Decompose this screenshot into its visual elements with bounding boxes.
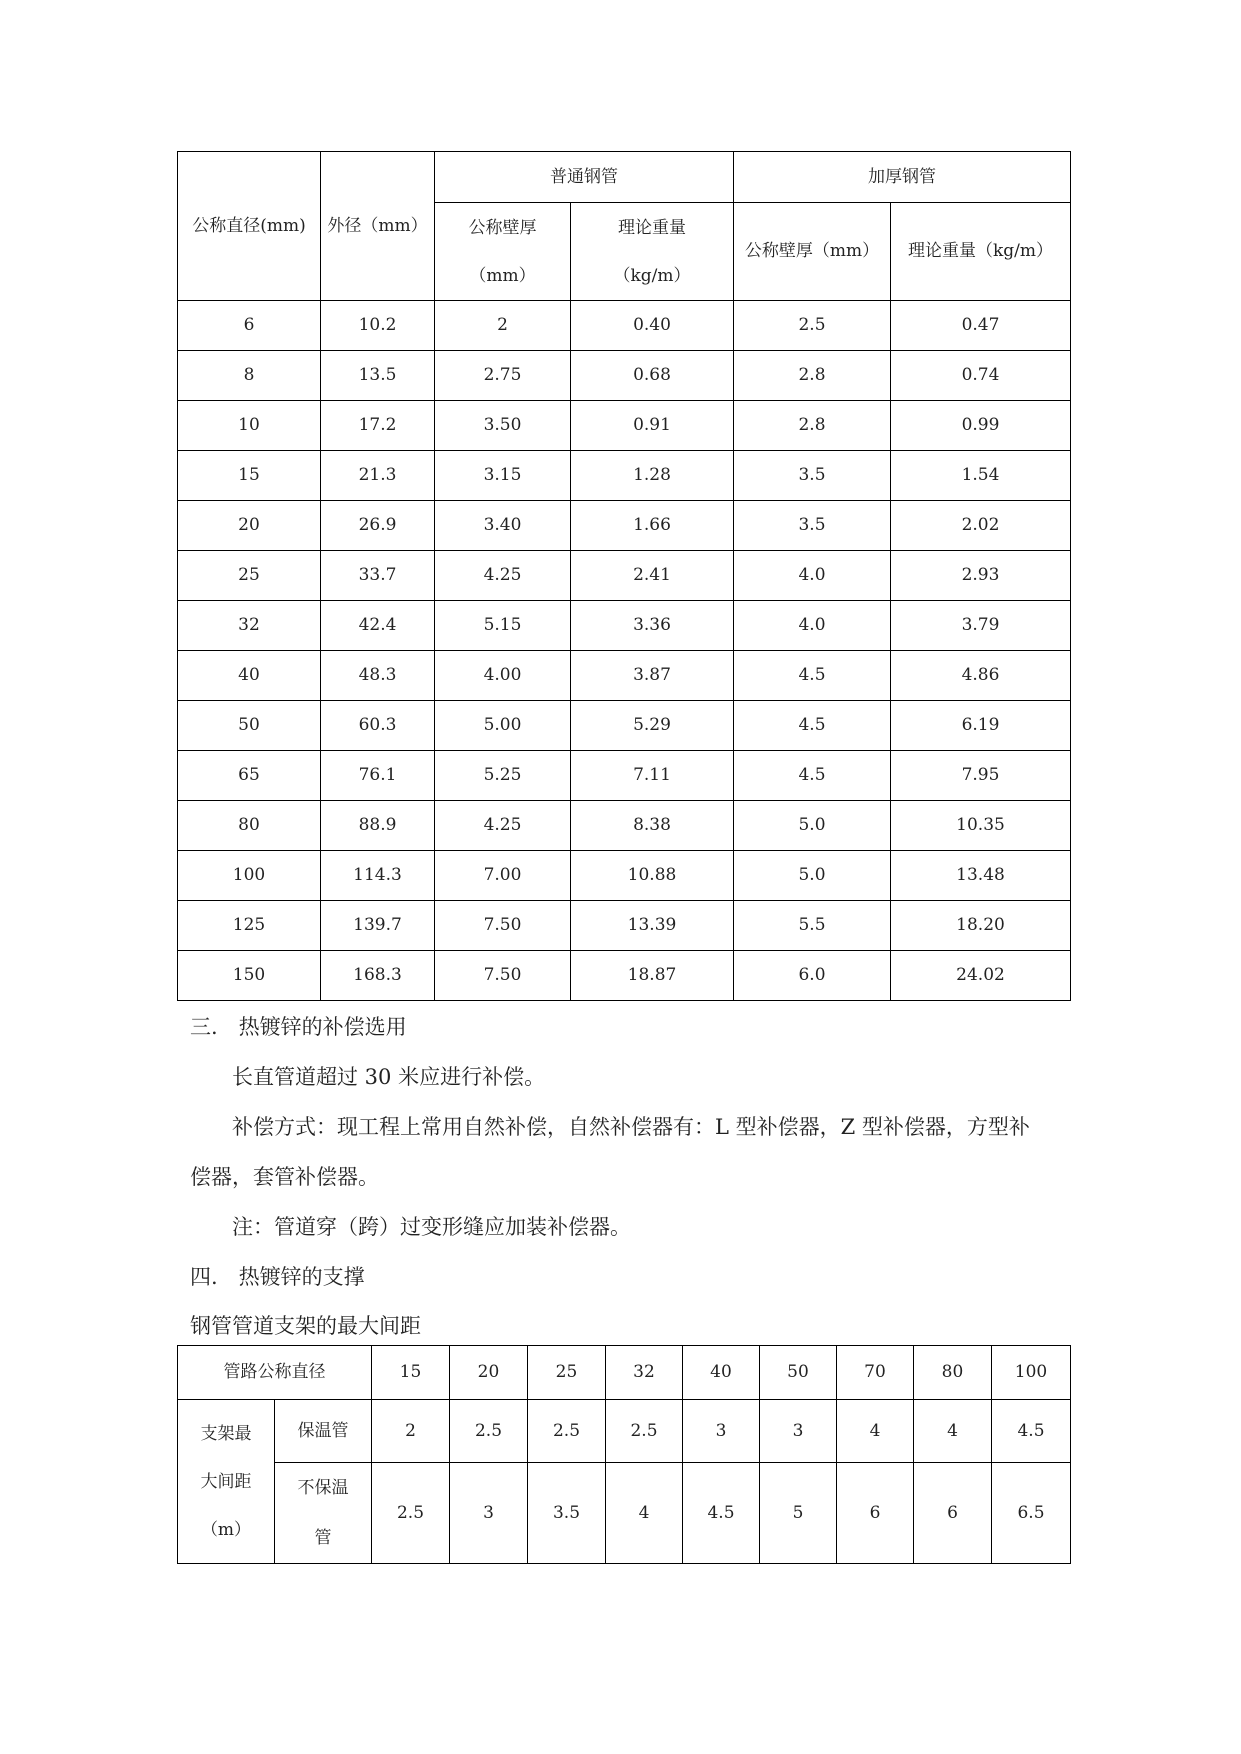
insulated-value-cell: 3 — [683, 1400, 760, 1463]
uninsulated-value-cell: 6.5 — [992, 1463, 1071, 1564]
cell-thick-wall: 4.5 — [734, 651, 891, 701]
cell-std-weight: 8.38 — [571, 801, 734, 851]
cell-std-wall: 3.40 — [435, 501, 571, 551]
uninsulated-value-cell: 6 — [837, 1463, 914, 1564]
cell-outer: 42.4 — [321, 601, 435, 651]
support-header-label: 管路公称直径 — [178, 1346, 372, 1400]
cell-std-weight: 3.87 — [571, 651, 734, 701]
support-group-line1: 支架最 — [200, 1423, 252, 1444]
cell-thick-weight: 0.99 — [891, 401, 1071, 451]
support-diameter-cell: 15 — [372, 1346, 450, 1400]
section3-para2-line1: 补偿方式：现工程上常用自然补偿，自然补偿器有：L 型补偿器，Z 型补偿器，方型补 — [232, 1115, 1030, 1139]
cell-thick-wall: 2.5 — [734, 301, 891, 351]
uninsulated-value-cell: 4.5 — [683, 1463, 760, 1564]
cell-std-wall: 5.15 — [435, 601, 571, 651]
cell-outer: 168.3 — [321, 951, 435, 1001]
cell-std-weight: 10.88 — [571, 851, 734, 901]
cell-outer: 114.3 — [321, 851, 435, 901]
cell-nominal: 80 — [178, 801, 321, 851]
cell-nominal: 125 — [178, 901, 321, 951]
cell-nominal: 40 — [178, 651, 321, 701]
header-std-wall — [435, 203, 571, 301]
cell-std-wall: 7.50 — [435, 901, 571, 951]
cell-outer: 26.9 — [321, 501, 435, 551]
cell-std-wall: 2 — [435, 301, 571, 351]
table-row — [178, 301, 1071, 351]
cell-thick-weight: 0.74 — [891, 351, 1071, 401]
table-row — [178, 951, 1071, 1001]
support-uninsulated-row — [178, 1463, 1071, 1564]
support-insulated-row — [178, 1400, 1071, 1463]
insulated-value-cell: 4.5 — [992, 1400, 1071, 1463]
cell-thick-weight: 13.48 — [891, 851, 1071, 901]
cell-std-wall: 3.50 — [435, 401, 571, 451]
table-row — [178, 351, 1071, 401]
cell-std-wall: 3.15 — [435, 451, 571, 501]
insulated-value-cell: 2 — [372, 1400, 450, 1463]
table-row — [178, 451, 1071, 501]
cell-thick-wall: 2.8 — [734, 401, 891, 451]
cell-thick-weight: 3.79 — [891, 601, 1071, 651]
cell-std-weight: 1.66 — [571, 501, 734, 551]
section4-heading: 四. 热镀锌的支撑 — [190, 1265, 365, 1289]
cell-std-wall: 7.50 — [435, 951, 571, 1001]
header-std-weight — [571, 203, 734, 301]
cell-outer: 88.9 — [321, 801, 435, 851]
cell-nominal: 25 — [178, 551, 321, 601]
cell-std-wall: 2.75 — [435, 351, 571, 401]
cell-thick-weight: 6.19 — [891, 701, 1071, 751]
support-diameter-cell: 20 — [450, 1346, 528, 1400]
cell-thick-weight: 24.02 — [891, 951, 1071, 1001]
cell-nominal: 32 — [178, 601, 321, 651]
cell-outer: 17.2 — [321, 401, 435, 451]
section3-heading: 三. 热镀锌的补偿选用 — [190, 1015, 407, 1039]
section3-para1: 长直管道超过 30 米应进行补偿。 — [232, 1065, 546, 1089]
cell-std-wall: 5.25 — [435, 751, 571, 801]
insulated-label: 保温管 — [275, 1400, 372, 1463]
support-diameter-cell: 32 — [606, 1346, 683, 1400]
header-outer-diameter: 外径（mm） — [321, 152, 435, 301]
support-diameter-cell: 25 — [528, 1346, 606, 1400]
cell-thick-wall: 4.0 — [734, 601, 891, 651]
header-std-wall-line2: （mm） — [469, 265, 536, 286]
header-thick-weight: 理论重量（kg/m） — [891, 203, 1071, 301]
cell-std-wall: 7.00 — [435, 851, 571, 901]
support-diameter-cell: 50 — [760, 1346, 837, 1400]
insulated-value-cell: 2.5 — [450, 1400, 528, 1463]
table-row — [178, 901, 1071, 951]
cell-nominal: 100 — [178, 851, 321, 901]
header-standard-pipe: 普通钢管 — [435, 152, 734, 203]
support-diameter-cell: 40 — [683, 1346, 760, 1400]
uninsulated-value-cell: 3.5 — [528, 1463, 606, 1564]
cell-thick-weight: 18.20 — [891, 901, 1071, 951]
uninsulated-value-cell: 4 — [606, 1463, 683, 1564]
cell-thick-wall: 5.0 — [734, 801, 891, 851]
table-row — [178, 851, 1071, 901]
table-row — [178, 701, 1071, 751]
insulated-value-cell: 3 — [760, 1400, 837, 1463]
table-row — [178, 551, 1071, 601]
cell-nominal: 50 — [178, 701, 321, 751]
cell-thick-wall: 4.5 — [734, 701, 891, 751]
uninsulated-value-cell: 3 — [450, 1463, 528, 1564]
cell-outer: 139.7 — [321, 901, 435, 951]
header-nominal-diameter: 公称直径(mm) — [178, 152, 321, 301]
cell-thick-weight: 4.86 — [891, 651, 1071, 701]
cell-outer: 60.3 — [321, 701, 435, 751]
support-diameter-cell: 70 — [837, 1346, 914, 1400]
cell-thick-weight: 2.93 — [891, 551, 1071, 601]
table-row — [178, 651, 1071, 701]
table-row — [178, 801, 1071, 851]
cell-std-wall: 4.25 — [435, 551, 571, 601]
pipe-table-header-row — [178, 152, 1071, 203]
cell-thick-weight: 2.02 — [891, 501, 1071, 551]
section3-para2-line2: 偿器，套管补偿器。 — [190, 1165, 379, 1189]
cell-thick-wall: 6.0 — [734, 951, 891, 1001]
pipe-table-body — [178, 301, 1071, 1001]
cell-outer: 10.2 — [321, 301, 435, 351]
header-thick-wall: 公称壁厚（mm） — [734, 203, 891, 301]
cell-thick-wall: 5.5 — [734, 901, 891, 951]
uninsulated-value-cell: 5 — [760, 1463, 837, 1564]
table-row — [178, 601, 1071, 651]
support-table-title: 钢管管道支架的最大间距 — [190, 1314, 421, 1338]
cell-std-weight: 0.68 — [571, 351, 734, 401]
cell-std-weight: 18.87 — [571, 951, 734, 1001]
uninsulated-label-line2: 管 — [314, 1528, 332, 1548]
insulated-value-cell: 2.5 — [528, 1400, 606, 1463]
header-std-weight-line1: 理论重量 — [618, 217, 686, 238]
cell-std-weight: 2.41 — [571, 551, 734, 601]
uninsulated-value-cell: 6 — [914, 1463, 992, 1564]
cell-std-weight: 0.40 — [571, 301, 734, 351]
uninsulated-value-cell: 2.5 — [372, 1463, 450, 1564]
support-group-label — [178, 1400, 275, 1564]
support-group-line2: 大间距 — [200, 1471, 252, 1492]
cell-thick-wall: 5.0 — [734, 851, 891, 901]
header-std-wall-line1: 公称壁厚 — [468, 217, 537, 238]
cell-nominal: 20 — [178, 501, 321, 551]
cell-nominal: 150 — [178, 951, 321, 1001]
cell-std-weight: 5.29 — [571, 701, 734, 751]
cell-outer: 33.7 — [321, 551, 435, 601]
cell-std-weight: 7.11 — [571, 751, 734, 801]
cell-thick-weight: 7.95 — [891, 751, 1071, 801]
cell-outer: 21.3 — [321, 451, 435, 501]
header-thick-pipe: 加厚钢管 — [734, 152, 1071, 203]
insulated-value-cell: 2.5 — [606, 1400, 683, 1463]
cell-std-wall: 5.00 — [435, 701, 571, 751]
cell-nominal: 10 — [178, 401, 321, 451]
cell-outer: 48.3 — [321, 651, 435, 701]
cell-thick-wall: 4.0 — [734, 551, 891, 601]
cell-std-weight: 3.36 — [571, 601, 734, 651]
cell-thick-wall: 3.5 — [734, 451, 891, 501]
cell-thick-weight: 1.54 — [891, 451, 1071, 501]
cell-outer: 13.5 — [321, 351, 435, 401]
cell-thick-weight: 10.35 — [891, 801, 1071, 851]
cell-nominal: 6 — [178, 301, 321, 351]
table-row — [178, 401, 1071, 451]
cell-nominal: 8 — [178, 351, 321, 401]
uninsulated-label — [275, 1463, 372, 1564]
support-diameter-cell: 100 — [992, 1346, 1071, 1400]
header-std-weight-line2: （kg/m） — [613, 265, 691, 286]
cell-std-wall: 4.25 — [435, 801, 571, 851]
table-row — [178, 751, 1071, 801]
cell-thick-wall: 2.8 — [734, 351, 891, 401]
insulated-value-cell: 4 — [837, 1400, 914, 1463]
cell-std-weight: 1.28 — [571, 451, 734, 501]
cell-thick-wall: 3.5 — [734, 501, 891, 551]
support-diameter-cell: 80 — [914, 1346, 992, 1400]
uninsulated-label-line1: 不保温 — [297, 1478, 349, 1498]
cell-nominal: 65 — [178, 751, 321, 801]
cell-std-weight: 0.91 — [571, 401, 734, 451]
section3-note: 注：管道穿（跨）过变形缝应加装补偿器。 — [232, 1215, 631, 1239]
table-row — [178, 501, 1071, 551]
cell-std-weight: 13.39 — [571, 901, 734, 951]
pipe-spec-table — [177, 151, 1071, 1001]
cell-thick-weight: 0.47 — [891, 301, 1071, 351]
insulated-value-cell: 4 — [914, 1400, 992, 1463]
cell-outer: 76.1 — [321, 751, 435, 801]
support-header-row — [178, 1346, 1071, 1400]
cell-nominal: 15 — [178, 451, 321, 501]
support-group-line3: （m） — [200, 1519, 252, 1540]
cell-std-wall: 4.00 — [435, 651, 571, 701]
cell-thick-wall: 4.5 — [734, 751, 891, 801]
support-spacing-table — [177, 1345, 1071, 1564]
